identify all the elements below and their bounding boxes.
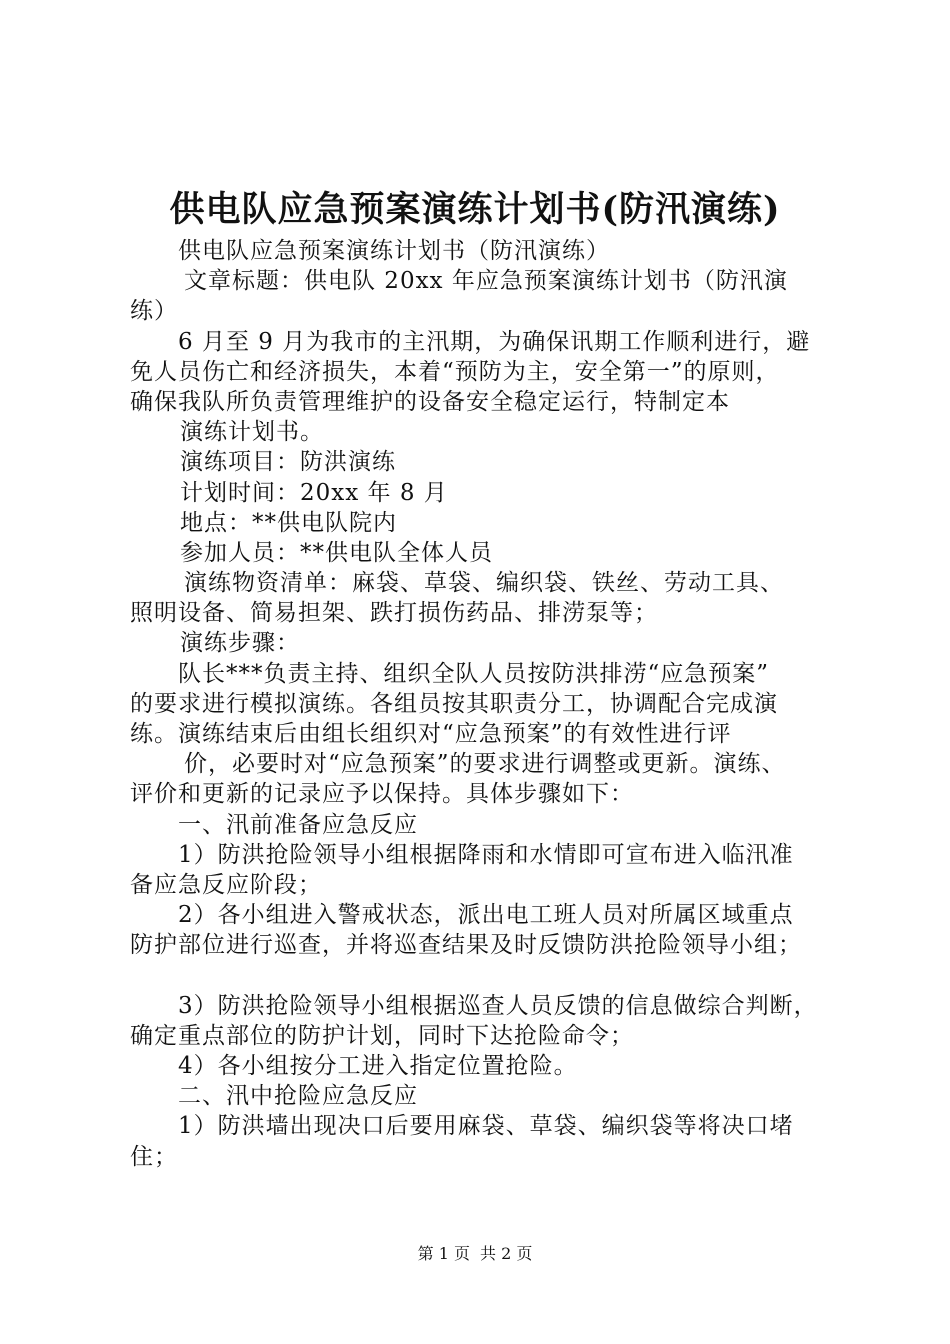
body-line: 练） xyxy=(130,298,178,325)
body-line: 住； xyxy=(130,1143,178,1170)
document-title: 供电队应急预案演练计划书(防汛演练) xyxy=(169,189,781,230)
body-line: 防护部位进行巡查，并将巡查结果及时反馈防洪抢险领导小组； xyxy=(130,932,802,959)
body-line: 免人员伤亡和经济损失，本着“预防为主，安全第一”的原则， xyxy=(130,358,780,385)
body-line: 确保我队所负责管理维护的设备安全稳定运行，特制定本 xyxy=(130,388,730,415)
body-line: 1）防洪抢险领导小组根据降雨和水情即可宣布进入临汛准 xyxy=(178,841,794,868)
document-body xyxy=(130,236,840,1172)
section-heading: 一、汛前准备应急反应 xyxy=(178,811,418,838)
body-line: 演练项目：防洪演练 xyxy=(180,449,396,476)
body-line: 备应急反应阶段； xyxy=(130,871,322,898)
body-line: 文章标题：供电队 20xx 年应急预案演练计划书（防汛演 xyxy=(184,268,788,295)
body-line: 供电队应急预案演练计划书（防汛演练） xyxy=(178,238,610,264)
body-line: 的要求进行模拟演练。各组员按其职责分工，协调配合完成演 xyxy=(130,690,778,717)
body-line: 演练计划书。 xyxy=(180,419,324,446)
body-line: 2）各小组进入警戒状态，派出电工班人员对所属区域重点 xyxy=(178,902,794,929)
body-line: 6 月至 9 月为我市的主汛期，为确保讯期工作顺利进行，避 xyxy=(178,328,811,355)
body-line: 4）各小组按分工进入指定位置抢险。 xyxy=(178,1053,578,1080)
body-line: 价，必要时对“应急预案”的要求进行调整或更新。演练、 xyxy=(184,751,786,778)
body-line: 参加人员：**供电队全体人员 xyxy=(180,539,493,566)
body-line: 照明设备、简易担架、跌打损伤药品、排涝泵等； xyxy=(130,600,658,627)
body-line: 演练步骤： xyxy=(180,630,300,657)
page-footer xyxy=(0,1244,950,1264)
body-line: 练。演练结束后由组长组织对“应急预案”的有效性进行评 xyxy=(130,721,732,747)
body-line: 地点：**供电队院内 xyxy=(180,509,397,536)
section-heading: 二、汛中抢险应急反应 xyxy=(178,1083,418,1110)
blank-line xyxy=(130,961,840,991)
body-line: 1）防洪墙出现决口后要用麻袋、草袋、编织袋等将决口堵 xyxy=(178,1113,794,1140)
body-line: 演练物资清单：麻袋、草袋、编织袋、铁丝、劳动工具、 xyxy=(184,570,784,597)
page-total: 共 2 页 xyxy=(480,1244,533,1263)
page-number: 第 1 页 xyxy=(417,1244,470,1263)
body-line: 确定重点部位的防护计划，同时下达抢险命令； xyxy=(130,1022,634,1049)
body-line: 评价和更新的记录应予以保持。具体步骤如下： xyxy=(130,781,634,808)
body-line: 计划时间：20xx 年 8 月 xyxy=(180,479,448,506)
body-line: 队长***负责主持、组织全队人员按防洪排涝“应急预案” xyxy=(178,660,770,687)
body-line: 3）防洪抢险领导小组根据巡查人员反馈的信息做综合判断， xyxy=(178,992,818,1019)
